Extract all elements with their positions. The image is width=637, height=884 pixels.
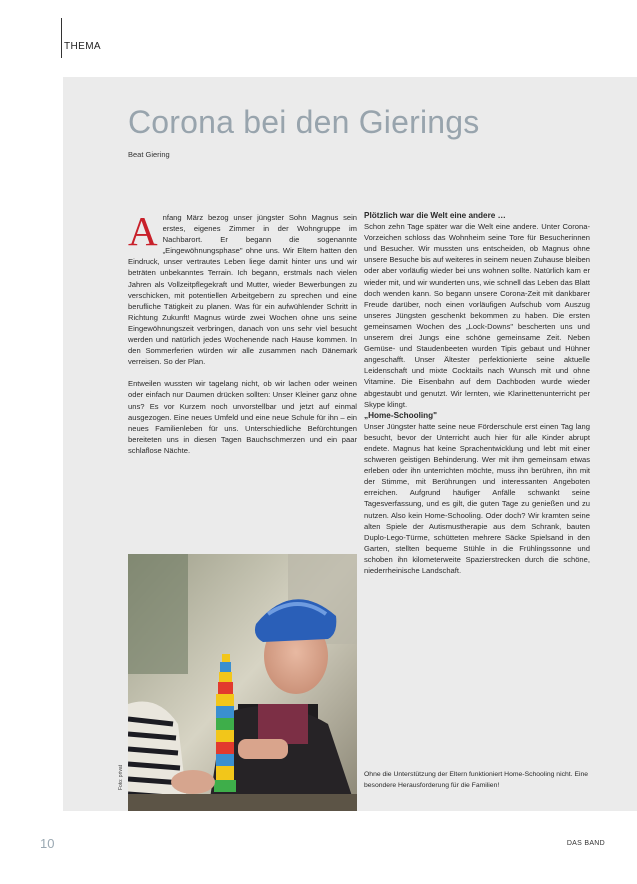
- paragraph-corona: Schon zehn Tage später war die Welt eine andere. Unter Corona-Vorzeichen schloss das Wohnheim seine Tore für Besucherinnen und Besucher. Wir mussten uns entscheiden, ob Magnus ohne unsere Besuche bis auf weiteres in seinem neuen Zuhause bleiben oder aber vorläufig wieder bei uns wohnen sollte. Natürlich kam er wieder mit, und wir wunderten uns, wie schnell das Leben das Blatt doch wenden kann. So begann unsere Corona-Zeit mit dankbarer Freude darüber, noch einen vorläufigen Aufschub vom Auszug unseres Jüngsten geschenkt bekommen zu haben. Die ersten gemeinsamen Wochen des „Lock-Downs" bescherten uns und unserem drei Jungs eine schöne gemeinsame Zeit. Neben Gemüse- und Staudenbeeten wurden Tipis gebaut und Hühner angeschafft. Unser Ältester perfektionierte seine aktuelle Leidenschaft und mixte Cocktails nach Wunsch mit und ohne Vitamine. Die Eisenbahn auf dem Dachboden wurde wieder abgestaubt und genutzt. Wir lernten, wie Klarinettenunterricht per Skype klingt.: [364, 222, 590, 409]
- paragraph-home-schooling: Unser Jüngster hatte seine neue Förderschule erst einen Tag lang besucht, bevor der Unterricht auch hier für alle Kinder abrupt endete. Magnus hat keine Sprachentwicklung und lebt mit einer schweren geistigen Behinderung. Wer mit ihm gemeinsam etwas erleben oder ihn unterrichten möchte, muss ihn berühren, ihn mit der Stimme, mit Berührungen und interessanten Angeboten erreichen. Aufgrund häufiger Anfälle schwankt seine Tagesverfassung, und es gilt, die guten Tage zu genießen und zu nutzen. Also kein Home-Schooling. Oder doch? Wir kramten seine alten Spiele der Autismustherapie aus dem Schrank, bauten Duplo-Lego-Türme, schütteten mehrere Säcke Spielsand in den Garten, stellten bequeme Stühle in die Frühlingssonne und schoben ihn kilometerweite Spazierstrecken durch die schöne, niederrheinische Landschaft.: [364, 421, 590, 575]
- paragraph-intro-text: nfang März bezog unser jüngster Sohn Magnus sein erstes, eigenes Zimmer in der Wohngruppe im Nachbarort. Er begann die sogenannte „Eingewöhnungsphase" ohne uns. Wir Eltern hatten den Eindruck, unser vertrautes Leben liege damit hinter uns und wir beträten unbekanntes Terrain. Ich begann, erstmals nach vielen Jahren als Vollzeitpflegekraft und Mutter, wieder Bewerbungen zu verschicken, mit potentiellen Arbeitgebern zu sprechen und eine berufliche Tätigkeit zu planen. Was für ein aufwühlender Schritt in Richtung Zukunft! Magnus würde zwei Wochen ohne uns seine Eingewöhnungszeit verbringen, danach von uns sehr viel besucht werden und natürlich jedes Wochenende nach Hause kommen. In den Sommerferien würden wir alle zusammen nach Dänemark verreisen. So der Plan.: [128, 213, 357, 367]
- photo-credit: Foto: privat: [118, 764, 124, 790]
- photo-caption: Ohne die Unterstützung der Eltern funktioniert Home-Schooling nicht. Eine besondere Herausforderung für die Familien!: [364, 771, 589, 790]
- paragraph-intro: [128, 208, 357, 367]
- section-divider: [61, 18, 62, 58]
- subheading-world-changed: Plötzlich war die Welt eine andere …: [364, 211, 506, 220]
- article-column-right: [364, 210, 590, 576]
- article-column-left: [128, 208, 357, 456]
- paragraph-second: Entweilen wussten wir tagelang nicht, ob wir lachen oder weinen oder einfach nur Daumen drücken sollten: Unser Kleiner ganz ohne uns? Es vor Kurzem noch unvorstellbar und jetzt auf einmal ausgezogen. Eine neues Umfeld und eine neue Schule für ihn – ein neues Familienleben für uns. Unterschiedliche Befürchtungen bereiteten uns in diesen Tagen Bauchschmerzen und ein paar schlaflose Nächte.: [128, 379, 357, 455]
- article-photo: [128, 554, 357, 811]
- page-number: 10: [40, 836, 55, 851]
- subheading-home-schooling: „Home-Schooling": [364, 410, 438, 420]
- photo-boy-stacking-blocks: [128, 554, 357, 811]
- section-label: THEMA: [64, 41, 101, 52]
- magazine-name: DAS BAND: [566, 840, 605, 847]
- paragraph-gap: [128, 367, 357, 378]
- article-author: Beat Giering: [128, 150, 170, 159]
- drop-cap: A: [128, 208, 158, 254]
- article-title: Corona bei den Gierings: [128, 104, 480, 140]
